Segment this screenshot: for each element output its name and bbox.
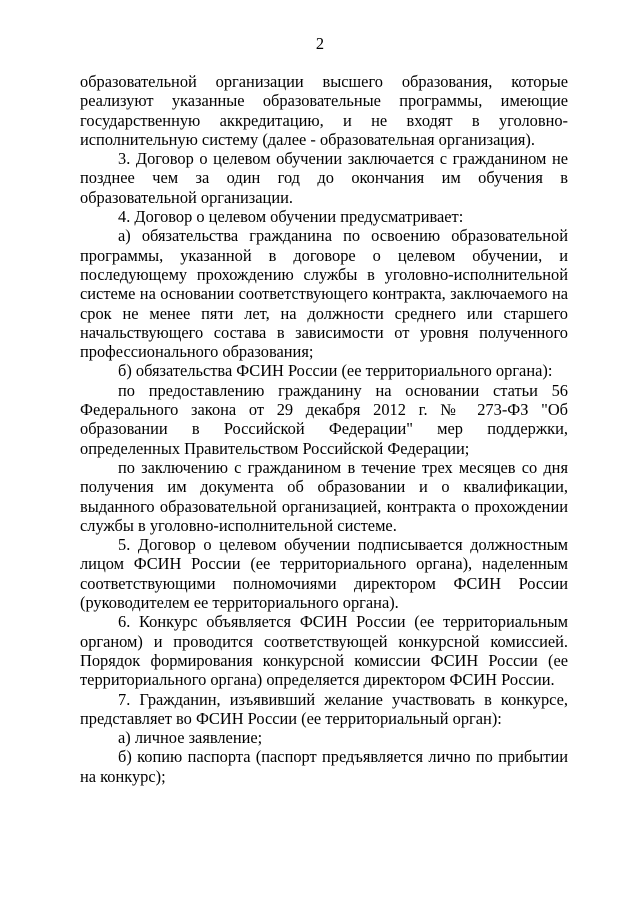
paragraph-continuation: образовательной организации высшего образования, которые реализуют указанные образовательные программы, имеющие государственную аккредитацию, и не входят в уголовно-исполнительную систему (далее - образовательная организация).	[80, 72, 568, 149]
paragraph-subitem-4b-contract: по заключению с гражданином в течение трех месяцев со дня получения им документа об образовании и о квалификации, выданного образовательной организацией, контракта о прохождении службы в уголовно-исполнительной системе.	[80, 457, 568, 535]
paragraph-subitem-7a: а) личное заявление;	[118, 728, 263, 748]
paragraph-item-7: 7. Гражданин, изъявивший желание участвовать в конкурсе, представляет во ФСИН России (ее территориальный орган):	[80, 689, 568, 728]
paragraph-subitem-7b: б) копию паспорта (паспорт предъявляется лично по прибытии на конкурс);	[80, 747, 568, 786]
paragraph-item-3: 3. Договор о целевом обучении заключается с гражданином не позднее чем за один год до окончания им обучения в образовательной организации.	[80, 149, 568, 207]
paragraph-item-5: 5. Договор о целевом обучении подписывается должностным лицом ФСИН России (ее территориального органа), наделенным соответствующими полномочиями директором ФСИН России (руководителем ее территориального органа).	[80, 535, 568, 613]
paragraph-subitem-4a: а) обязательства гражданина по освоению образовательной программы, указанной в договоре о целевом обучении, и последующему прохождению службы в уголовно-исполнительной системе на основании соответствующего контракта, заключаемого на срок не менее пяти лет, на должности среднего или старшего начальствующего состава в зависимости от уровня полученного профессионального образования;	[80, 226, 568, 362]
paragraph-item-6: 6. Конкурс объявляется ФСИН России (ее территориальным органом) и проводится соответствующей конкурсной комиссией. Порядок формирования конкурсной комиссии ФСИН России (ее территориального органа) определяется директором ФСИН России.	[80, 612, 568, 690]
page-number: 2	[315, 34, 325, 53]
paragraph-subitem-4b: б) обязательства ФСИН России (ее территориального органа):	[118, 361, 553, 381]
paragraph-subitem-4b-support: по предоставлению гражданину на основании статьи 56 Федерального закона от 29 декабря 2012 г. № 273-ФЗ "Об образовании в Российской Федерации" мер поддержки, определенных Правительством Российской Федерации;	[80, 380, 568, 458]
paragraph-item-4: 4. Договор о целевом обучении предусматривает:	[118, 207, 464, 227]
document-body	[80, 72, 568, 786]
